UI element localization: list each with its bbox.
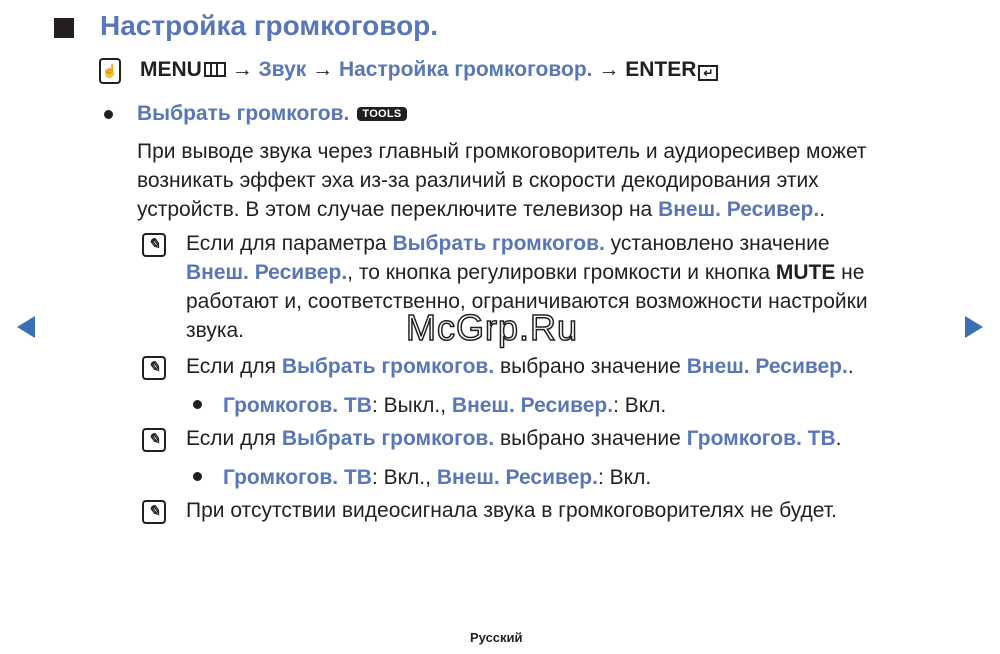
paragraph-line: устройств. В этом случае переключите телевизор на Внеш. Ресивер..: [137, 198, 826, 221]
section-paragraph: [137, 137, 867, 224]
path-arrow: →: [312, 58, 334, 81]
note-icon: ✎: [142, 233, 166, 257]
footer-language: Русский: [470, 630, 523, 645]
section-title: [137, 102, 407, 126]
path-step-sound: Звук: [258, 58, 307, 81]
menu-path: [140, 58, 718, 82]
path-step-speaker-settings: Настройка громкоговор.: [338, 58, 593, 81]
note-3: Если для Выбрать громкогов. выбрано значение Громкогов. ТВ.: [186, 427, 842, 450]
prev-page-arrow-icon[interactable]: [17, 316, 35, 338]
tools-badge: TOOLS: [357, 107, 406, 121]
path-arrow: →: [231, 58, 253, 81]
note-2: Если для Выбрать громкогов. выбрано значение Внеш. Ресивер..: [186, 355, 854, 378]
enter-label: ENTER: [625, 58, 697, 81]
sub-item-1: Громкогов. ТВ: Выкл., Внеш. Ресивер.: Вкл.: [223, 394, 667, 417]
bullet-icon: [104, 110, 113, 119]
note-icon: ✎: [142, 500, 166, 524]
note-icon: ✎: [142, 356, 166, 380]
note-line: Если для параметра Выбрать громкогов. установлено значение: [186, 232, 830, 255]
enter-icon: ↵: [698, 65, 718, 81]
bullet-icon: [193, 400, 202, 409]
note-line: звука.: [186, 319, 244, 342]
menu-icon: [204, 62, 226, 77]
watermark: McGrp.Ru: [406, 307, 579, 348]
paragraph-line: При выводе звука через главный громкоговоритель и аудиоресивер может: [137, 140, 867, 163]
paragraph-line: возникать эффект эха из-за различий в скорости декодирования этих: [137, 169, 819, 192]
note-4: При отсутствии видеосигнала звука в громкоговорителях не будет.: [186, 499, 837, 522]
section-title-text: Выбрать громкогов.: [137, 102, 350, 125]
heading-square-icon: [54, 18, 74, 38]
bullet-icon: [193, 472, 202, 481]
page-title: Настройка громкоговор.: [100, 10, 439, 41]
note-line: работают и, соответственно, ограничиваются возможности настройки: [186, 290, 868, 313]
sub-item-2: Громкогов. ТВ: Вкл., Внеш. Ресивер.: Вкл.: [223, 466, 652, 489]
path-arrow: →: [598, 58, 620, 81]
next-page-arrow-icon[interactable]: [965, 316, 983, 338]
note-icon: ✎: [142, 428, 166, 452]
remote-hand-icon: ☝: [99, 58, 121, 84]
ext-receiver-term: Внеш. Ресивер.: [658, 198, 820, 221]
note-line: Внеш. Ресивер., то кнопка регулировки громкости и кнопка MUTE не: [186, 261, 865, 284]
menu-label: MENU: [140, 58, 202, 81]
